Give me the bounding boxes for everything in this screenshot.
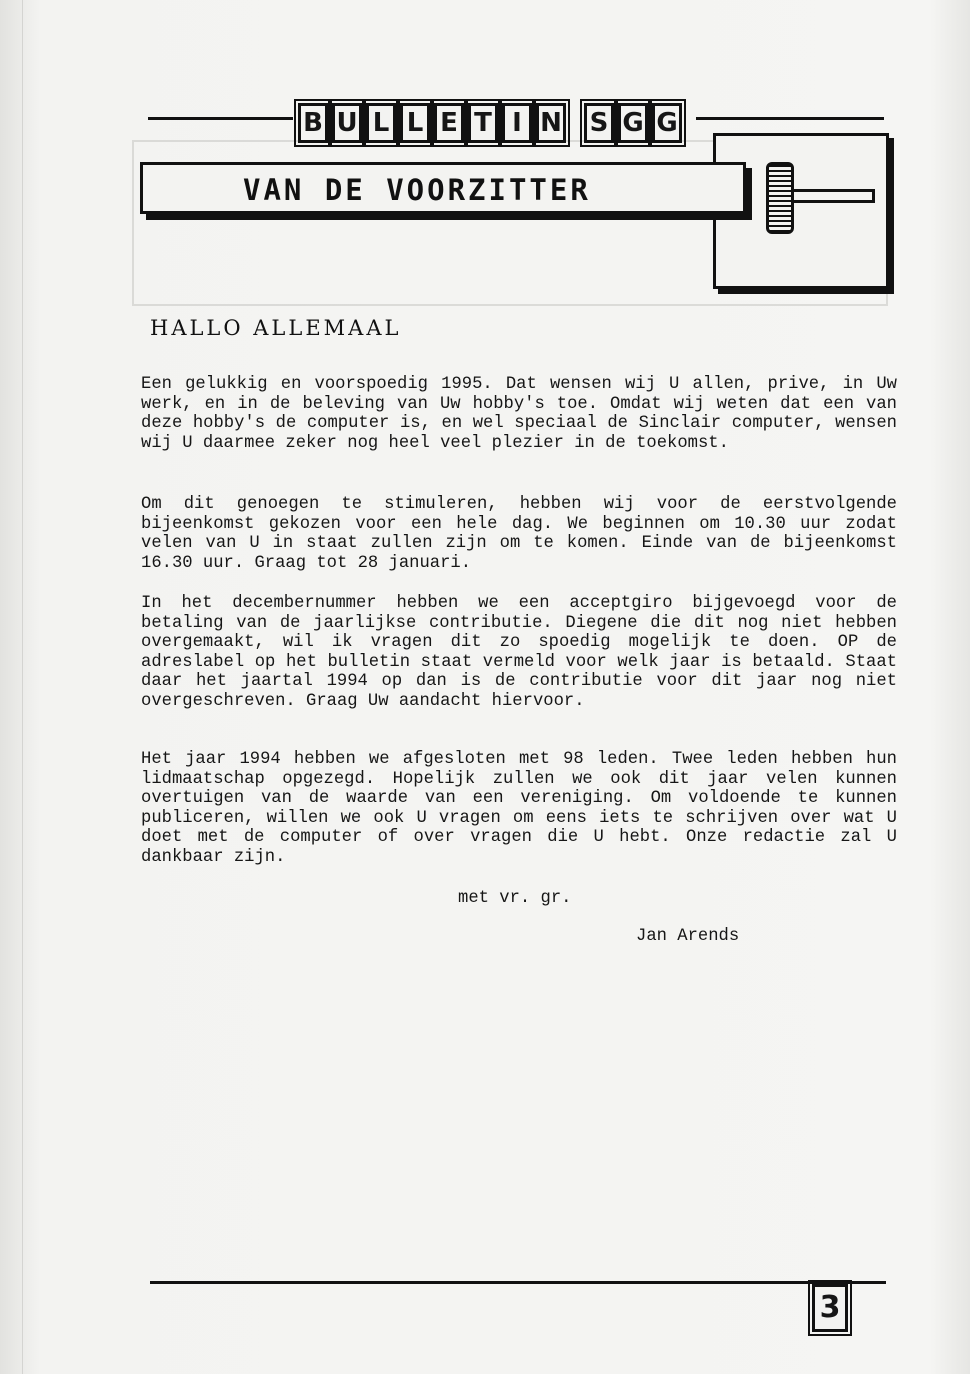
masthead-letter: G [618,103,648,143]
masthead-letter: U [332,103,362,143]
masthead-letter: L [400,103,430,143]
paragraph: Een gelukkig en voorspoedig 1995. Dat wensen wij U allen, prive, in Uw werk, en in de beleving van Uw hobby's toe. Omdat wij weten dat een van deze hobby's de computer is, en wel speciaal de Sinclair computer, wensen wij U daarmee zeker nog heel veel plezier in de toekomst. [141,375,897,453]
greeting-heading: HALLO ALLEMAAL [150,316,402,340]
paragraph: In het decembernummer hebben we een acceptgiro bijgevoegd voor de betaling van de jaarlijkse contributie. Diegene die dit nog niet hebben overgemaakt, wil ik vragen dit zo spoedig mogelijk te doen. OP de adreslabel op het bulletin staat vermeld voor welk jaar is betaald. Staat daar het jaartal 1994 op dan is de contributie voor dit jaar nog niet overgeschreven. Graag Uw aandacht hiervoor. [141,594,897,711]
paragraph: Om dit genoegen te stimuleren, hebben wij voor de eerstvolgende bijeenkomst gekozen voor een hele dag. We beginnen om 10.30 uur zodat velen van U in staat zullen zijn om te komen. Einde van de bijeenkomst 16.30 uur. Graag tot 28 januari. [141,495,897,573]
paragraph: Het jaar 1994 hebben we afgesloten met 98 leden. Twee leden hebben hun lidmaatschap opgezegd. Hopelijk zullen we ook dit jaar velen kunnen overtuigen van de waarde van een vereniging. Om voldoende te kunnen publiceren, willen we ook U vragen om eens iets te schrijven over wat U doet met de computer of over vragen die U hebt. Onze redactie zal U dankbaar zijn. [141,750,897,867]
masthead-letter: L [366,103,396,143]
signature: Jan Arends [636,927,740,946]
masthead-letter: E [434,103,464,143]
section-title-box [140,162,746,214]
binding-edge [22,0,23,1374]
header-rule-right [696,117,884,120]
masthead-letter: I [502,103,532,143]
section-title: VAN DE VOORZITTER [243,173,591,207]
masthead [298,103,682,143]
page-number: 3 [812,1284,848,1332]
masthead-letter: G [652,103,682,143]
masthead-letter: B [298,103,328,143]
masthead-letter: T [468,103,498,143]
masthead-letter: S [584,103,614,143]
gavel-icon [766,162,794,234]
closing-greeting: met vr. gr. [458,889,572,908]
footer-rule [150,1281,886,1284]
masthead-letter: N [536,103,566,143]
header-rule-left [148,117,293,120]
gavel-handle [791,189,875,203]
